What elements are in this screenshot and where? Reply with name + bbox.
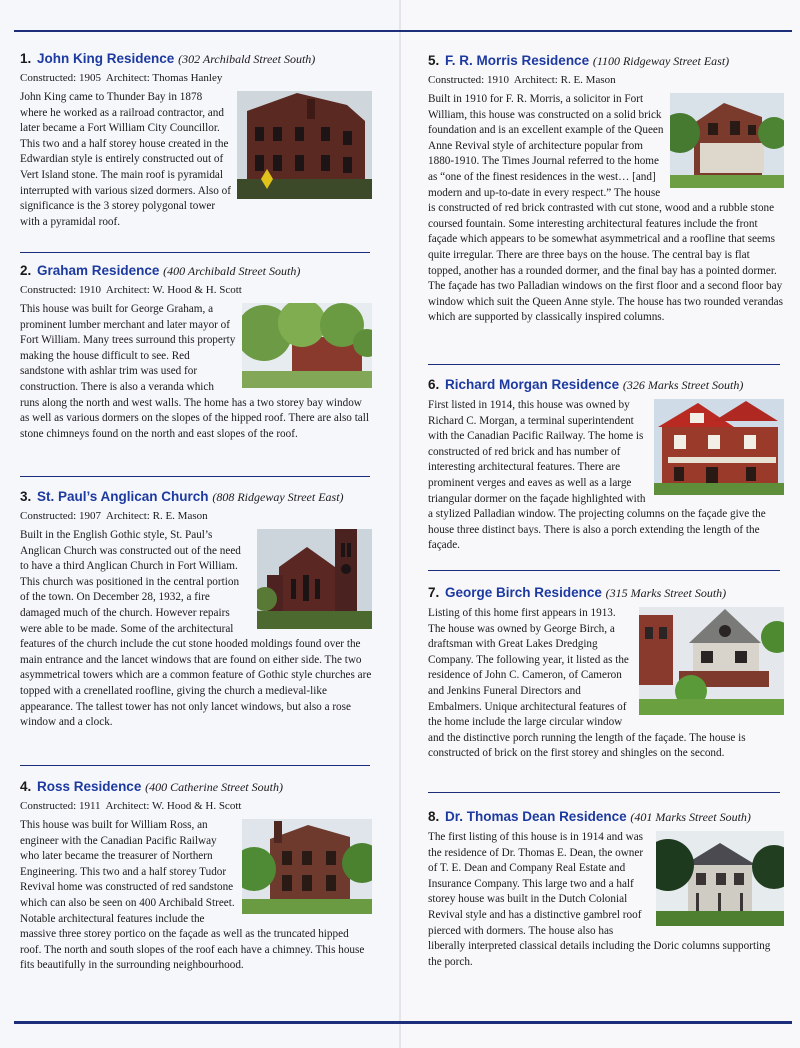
entry-heading: 6. Richard Morgan Residence (326 Marks Street South) bbox=[428, 377, 744, 392]
separator bbox=[20, 765, 370, 766]
entry-description: Built in the English Gothic style, St. Paul’s Anglican Church was constructed out of the need to have a third Anglican Church in Fort William. This church was positioned in the central portion of the town. On December 28, 1932, a fire damaged much of the church. However repairs were able to be made. Some of the architectural features of the church include the cut stone hooded moldings found over the main entrance and the lancet windows that are found on either side. The two asymmetrical towers which are a common feature of Gothic style churches are topped with a crenellated roofline, giving the church a medieval-like appearance. The tallest tower has not only lancet windows, but also a rose window and a clock. bbox=[20, 529, 372, 729]
top-rule bbox=[14, 30, 792, 32]
separator bbox=[428, 570, 780, 571]
entry-heading: 4. Ross Residence (400 Catherine Street South) bbox=[20, 779, 283, 794]
separator bbox=[20, 252, 370, 253]
dean-photo bbox=[656, 831, 784, 926]
entry-meta: Constructed: 1905 Architect: Thomas Hanley bbox=[20, 72, 223, 84]
entry-description: Built in 1910 for F. R. Morris, a solicitor in Fort William, this house was constructed on a solid brick foundation and is an excellent example of the Queen Anne Revival style of architecture popular from 1880-1910. The Times Journal referred to the home as “one of the finest residences in the west… [and] modern and up-to-date in every respect.” The house is constructed of red brick contrasted with cut stone, wood and a rubble stone coursed fountain. Some interesting architectural features include the front façade which appears to be somewhat asymmetrical and a roofline that seems quite irregular. There are three bays on the house. The central bay is flat topped, another has a rounded dormer, and the final bay has a pointed dormer. The façade has two Palladian windows on the first floor and a second floor bay window which suit the Queen Anne style. The house has two rounded verandas which are supported by classically inspired columns. bbox=[428, 92, 784, 326]
ross-photo bbox=[242, 819, 372, 914]
entry-description: This house was built for George Graham, a prominent lumber merchant and later mayor of Fort William. Many trees surround this property making the house difficult to see. Red sandstone with ashlar trim was used for construction. There is also a veranda which runs along the north and west walls. The home has a two storey bay window as well as various dormers on the slopes of the hipped roof. There are also tall stone chimneys found on the north and east slopes of the roof. bbox=[20, 302, 372, 442]
john-king-photo bbox=[237, 91, 372, 199]
morgan-photo bbox=[654, 399, 784, 495]
entry-heading: 7. George Birch Residence (315 Marks Street South) bbox=[428, 585, 727, 600]
bottom-rule bbox=[14, 1021, 792, 1024]
entry-ross bbox=[20, 778, 372, 974]
entry-heading: 3. St. Paul’s Anglican Church (808 Ridgeway Street East) bbox=[20, 489, 344, 504]
entry-morgan bbox=[428, 376, 784, 554]
entry-meta: Constructed: 1910 Architect: W. Hood & H. Scott bbox=[20, 284, 242, 296]
entry-st-pauls bbox=[20, 488, 372, 731]
entry-dean bbox=[428, 808, 784, 970]
entry-birch bbox=[428, 584, 784, 762]
entry-heading: 5. F. R. Morris Residence (1100 Ridgeway Street East) bbox=[428, 53, 730, 68]
entry-description: This house was built for William Ross, an engineer with the Canadian Pacific Railway who later became the treasurer of Northern Engineering. This two and a half storey Tudor Revival home was constructed of red sandstone which can also be seen on 400 Archibald Street. Notable architectural features include the massive three storey portico on the façade as well as the truncated hipped roof. The north and south slopes of the roof each have a chimney. This house fits beautifully in the surrounding neighbourhood. bbox=[20, 818, 372, 974]
entry-meta: Constructed: 1907 Architect: R. E. Mason bbox=[20, 510, 208, 522]
graham-photo bbox=[242, 303, 372, 388]
entry-description: First listed in 1914, this house was owned by Richard C. Morgan, a terminal superintendent with the Canadian Pacific Railway. The home is constructed of red brick and has number of interesting architectural features. There are prominent verges and eaves as well as a large triangular dormer on the façade highlighted with a stylized Palladian window. The projecting columns on the façade give the house three distinct bays. There is also a porch extending the length of the façade. bbox=[428, 398, 784, 554]
entry-description: John King came to Thunder Bay in 1878 where he worked as a railroad contractor, and later became a Fort William City Councillor. This two and a half storey house created in the Edwardian style is entirely constructed out of Vert Island stone. The main roof is pyramidal interrupted with various sized dormers. Also of significance is the 3 storey polygonal tower with a pyramidal roof. bbox=[20, 90, 372, 230]
entry-heading: 1. John King Residence (302 Archibald Street South) bbox=[20, 51, 316, 66]
entry-description: Listing of this home first appears in 1913. The house was owned by George Birch, a draftsman with Great Lakes Dredging Company. The following year, it listed as the residence of John C. Cameron, of Cameron and Jenkins Funeral Directors and Embalmers. Unique architectural features of the home include the large circular window and the distinctive porch running the length of the façade. The house is constructed of brick on the first storey and shingles on the second. bbox=[428, 606, 784, 762]
entry-heading: 2. Graham Residence (400 Archibald Street South) bbox=[20, 263, 301, 278]
entry-graham bbox=[20, 262, 372, 442]
entry-john-king bbox=[20, 50, 372, 230]
entry-heading: 8. Dr. Thomas Dean Residence (401 Marks Street South) bbox=[428, 809, 751, 824]
entry-meta: Constructed: 1910 Architect: R. E. Mason bbox=[428, 74, 616, 86]
separator bbox=[20, 476, 370, 477]
morris-photo bbox=[670, 93, 784, 188]
entry-description: The first listing of this house is in 1914 and was the residence of Dr. Thomas E. Dean, the owner of T. E. Dean and Company Real Estate and Insurance Company. This large two and a half storey house was built in the Dutch Colonial Revival style and has a distinctive gambrel roof pierced with dormers. The house also has liberally interpreted classical details including the Doric columns supporting the porch. bbox=[428, 830, 784, 970]
st-pauls-photo bbox=[257, 529, 372, 629]
entry-meta: Constructed: 1911 Architect: W. Hood & H. Scott bbox=[20, 800, 242, 812]
page-fold bbox=[399, 0, 401, 1048]
birch-photo bbox=[639, 607, 784, 715]
entry-morris bbox=[428, 52, 784, 326]
separator bbox=[428, 792, 780, 793]
separator bbox=[428, 364, 780, 365]
